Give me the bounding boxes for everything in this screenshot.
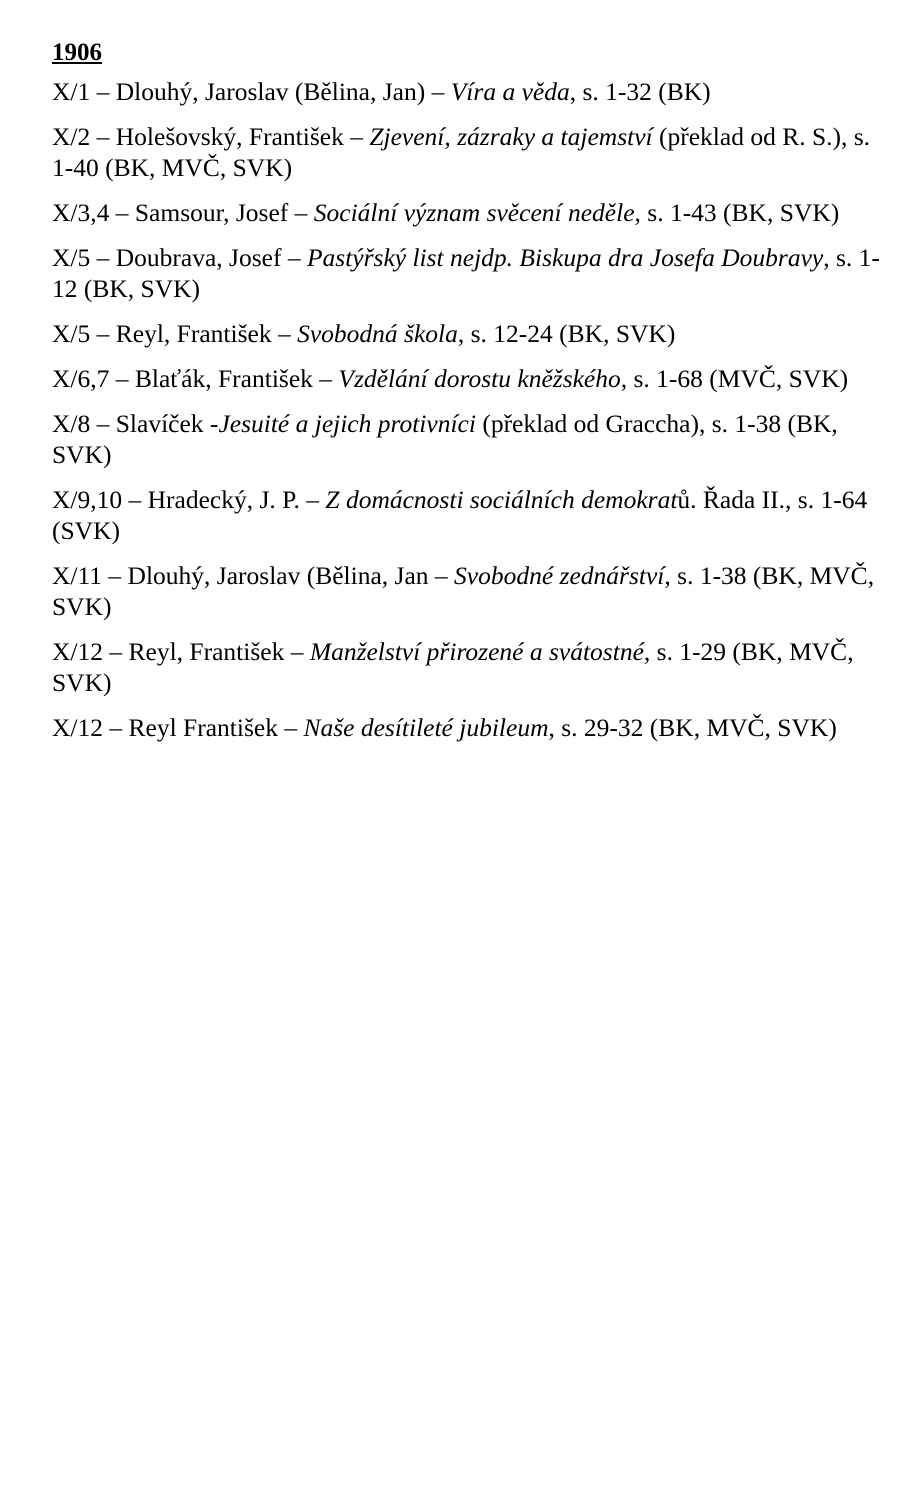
entry-prefix: X/6,7 – Blaťák, František – — [52, 364, 339, 393]
entry-title: Manželství přirozené a svátostné — [309, 637, 644, 666]
entry-suffix: (překlad od Graccha), s. 1-38 (BK, SVK) — [52, 409, 838, 469]
bibliography-entry — [52, 484, 882, 546]
bibliography-entry — [52, 560, 882, 622]
entry-suffix: , s. 1-43 (BK, SVK) — [634, 198, 840, 227]
entry-suffix: , s. 1-68 (MVČ, SVK) — [620, 364, 849, 393]
bibliography-entry — [52, 318, 882, 349]
bibliography-entry — [52, 712, 882, 743]
bibliography-entry — [52, 197, 882, 228]
document-page — [52, 38, 882, 757]
entry-title: Sociální význam svěcení neděle — [313, 198, 635, 227]
entry-prefix: X/12 – Reyl František – — [52, 713, 304, 742]
bibliography-entry — [52, 363, 882, 394]
entry-prefix: X/2 – Holešovský, František – — [52, 122, 370, 151]
year-heading: 1906 — [52, 39, 102, 66]
entry-suffix: , s. 1-32 (BK) — [569, 77, 711, 106]
entry-suffix: , s. 12-24 (BK, SVK) — [457, 319, 676, 348]
entry-title: Zjevení, zázraky a tajemství — [369, 122, 653, 151]
entry-suffix: , s. 29-32 (BK, MVČ, SVK) — [548, 713, 837, 742]
entry-prefix: X/3,4 – Samsour, Josef – — [52, 198, 314, 227]
entry-prefix: X/5 – Reyl, František – — [52, 319, 298, 348]
entry-title: Vzdělání dorostu kněžského — [338, 364, 621, 393]
entry-title: Naše desítileté jubileum — [303, 713, 549, 742]
entry-title: Svobodné zednářství — [454, 561, 665, 590]
bibliography-list — [52, 76, 882, 743]
entry-suffix: , s. 1-12 (BK, SVK) — [52, 243, 880, 303]
entry-prefix: X/5 – Doubrava, Josef – — [52, 243, 307, 272]
entry-suffix: , s. 1-29 (BK, MVČ, SVK) — [52, 637, 854, 697]
bibliography-entry — [52, 76, 882, 107]
entry-title: Jesuité a jejich protivníci — [218, 409, 476, 438]
entry-suffix: (překlad od R. S.), s. 1-40 (BK, MVČ, SVK) — [52, 122, 871, 182]
entry-suffix: , s. 1-38 (BK, MVČ, SVK) — [52, 561, 875, 621]
entry-prefix: X/11 – Dlouhý, Jaroslav (Bělina, Jan – — [52, 561, 455, 590]
entry-title: Svobodná škola — [297, 319, 458, 348]
bibliography-entry — [52, 242, 882, 304]
bibliography-entry — [52, 121, 882, 183]
entry-prefix: X/1 – Dlouhý, Jaroslav (Bělina, Jan) – — [52, 77, 451, 106]
entry-suffix: ů. Řada II., s. 1-64 (SVK) — [52, 485, 868, 545]
bibliography-entry — [52, 636, 882, 698]
entry-prefix: X/9,10 – Hradecký, J. P. – — [52, 485, 326, 514]
entry-title: Pastýřský list nejdp. Biskupa dra Josefa Doubravy — [306, 243, 824, 272]
entry-prefix: X/12 – Reyl, František – — [52, 637, 310, 666]
entry-prefix: X/8 – Slavíček - — [52, 409, 219, 438]
bibliography-entry — [52, 408, 882, 470]
entry-title: Z domácnosti sociálních demokrat — [325, 485, 678, 514]
entry-title: Víra a věda — [450, 77, 570, 106]
